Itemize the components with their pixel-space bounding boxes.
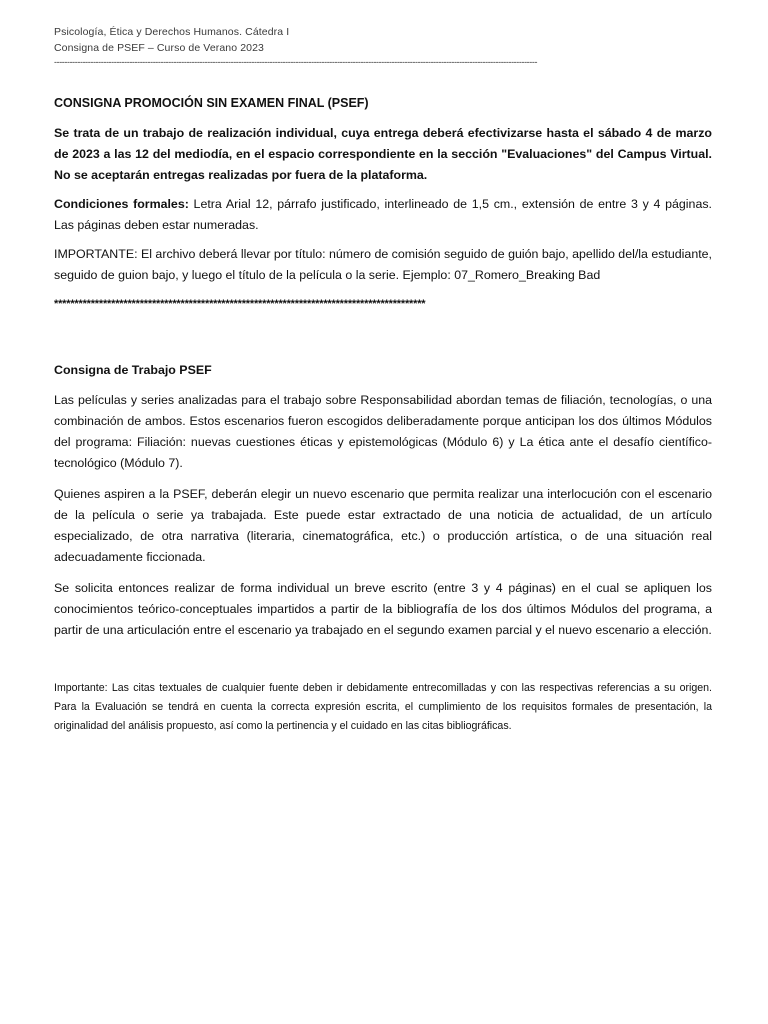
important-label: IMPORTANTE: <box>54 247 138 261</box>
important-note: Importante: Las citas textuales de cualquier fuente deben ir debidamente entrecomilladas y con las respectivas referencias a su origen. Para la Evaluación se tendrá en cuenta la correcta expresión escrita, el cumplimiento de los requisitos formales de presentación, la originalidad del análisis propuesto, así como la pertinencia y el cuidado en las citas bibliográficas. <box>54 682 712 732</box>
document-page <box>54 24 712 736</box>
section-paragraph-3: Se solicita entonces realizar de forma individual un breve escrito (entre 3 y 4 páginas) en el cual se apliquen los conocimientos teórico-conceptuales impartidos a partir de la bibliografía de los dos últimos Módulos del programa, a partir de una articulación entre el escenario ya trabajado en el segundo examen parcial y el nuevo escenario a elección. <box>54 581 712 637</box>
intro-paragraph: Se trata de un trabajo de realización individual, cuya entrega deberá efectivizarse hasta el sábado 4 de marzo de 2023 a las 12 del mediodía, en el espacio correspondiente en la sección "Evaluaciones" del Campus Virtual. No se aceptarán entregas realizadas por fuera de la plataforma. <box>54 126 712 182</box>
header-subtitle: Consigna de PSEF – Curso de Verano 2023 <box>54 42 264 54</box>
conditions-label: Condiciones formales: <box>54 197 189 211</box>
conditions-text: Letra Arial 12, párrafo justificado, interlineado de 1,5 cm., extensión de entre 3 y 4 páginas. Las páginas deben estar numeradas. <box>54 197 712 232</box>
asterisk-divider: ******************************************************************************************* <box>54 298 426 310</box>
important-paragraph <box>54 244 712 286</box>
important-text: El archivo deberá llevar por título: número de comisión seguido de guión bajo, apellido del/la estudiante, seguido de guion bajo, y luego el título de la película o la serie. Ejemplo: 07_Romero_Breaking Bad <box>54 247 712 282</box>
section-paragraph-2: Quienes aspiren a la PSEF, deberán elegir un nuevo escenario que permita realizar una interlocución con el escenario de la película o serie ya trabajada. Este puede estar extractado de una noticia de actualidad, de un artículo especializado, de otra narrativa (literaria, cinematográfica, etc.) o producción artística, o de una situación real adecuadamente ficcionada. <box>54 487 712 564</box>
header-course: Psicología, Ética y Derechos Humanos. Cátedra I <box>54 26 290 38</box>
document-title: CONSIGNA PROMOCIÓN SIN EXAMEN FINAL (PSEF) <box>54 96 369 110</box>
section-title: Consigna de Trabajo PSEF <box>54 363 212 377</box>
header-dashed-rule: ------------------------------------------------------------------------------------------------------------------------------------------------------------------------------------------ <box>54 57 538 67</box>
section-paragraph-1: Las películas y series analizadas para el trabajo sobre Responsabilidad abordan temas de filiación, tecnologías, o una combinación de ambos. Estos escenarios fueron escogidos deliberadamente porque anticipan los dos últimos Módulos del programa: Filiación: nuevas cuestiones éticas y epistemológicas (Módulo 6) y La ética ante el desafío científico-tecnológico (Módulo 7). <box>54 393 712 470</box>
conditions-paragraph <box>54 194 712 236</box>
